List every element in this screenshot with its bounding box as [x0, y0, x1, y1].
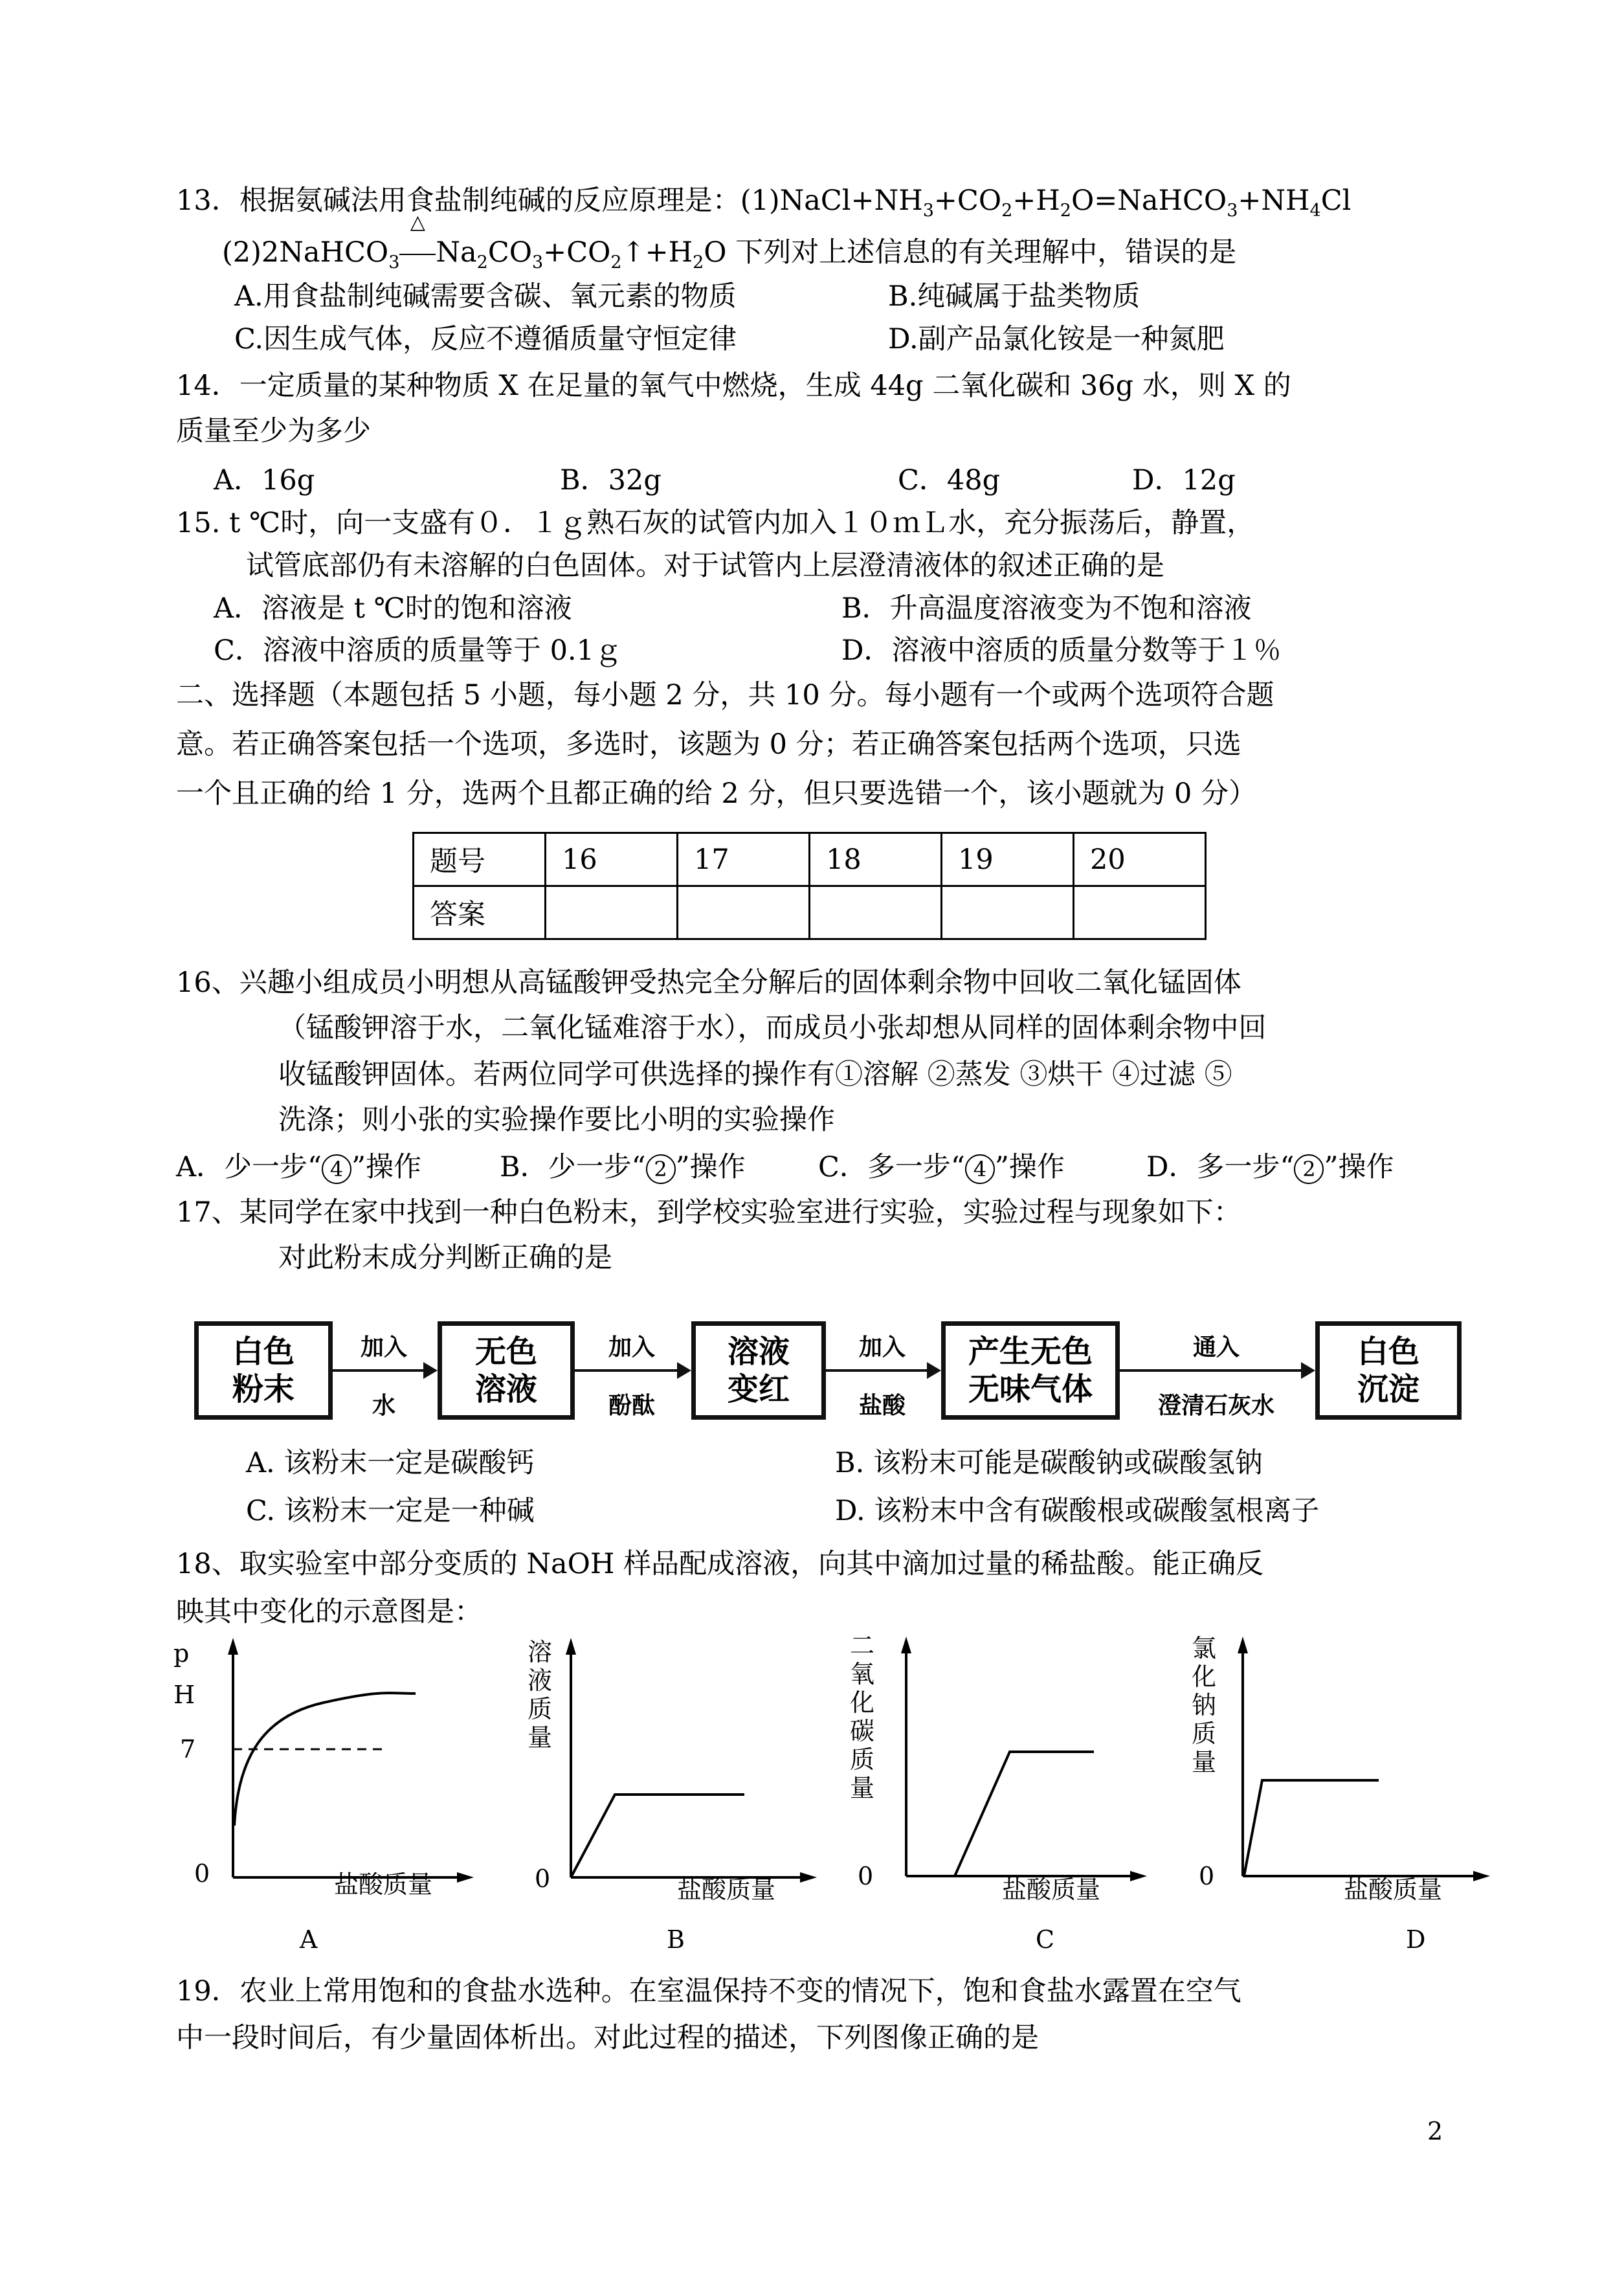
q14-option-b: B．32g — [560, 464, 662, 497]
q16-stem-line3: 收锰酸钾固体。若两位同学可供选择的操作有①溶解 ②蒸发 ③烘干 ④过滤 ⑤ — [278, 1058, 1232, 1091]
answer-cell[interactable] — [942, 886, 1074, 939]
graph-b-letter: B — [667, 1925, 685, 1954]
graph-d-origin: 0 — [1199, 1862, 1215, 1890]
q13-option-a: A.用食盐制纯碱需要含碳、氧元素的物质 — [234, 280, 737, 313]
y-axis-arrow — [901, 1637, 911, 1653]
circled-number: 2 — [1294, 1154, 1324, 1184]
q18-stem-line2: 映其中变化的示意图是： — [176, 1596, 482, 1628]
q14-stem-line2: 质量至少为多少 — [176, 415, 371, 447]
graph-b-origin: 0 — [535, 1864, 551, 1893]
graph-d-letter: D — [1406, 1925, 1426, 1954]
flow-arrow — [1120, 1369, 1313, 1372]
flow-arrow — [333, 1369, 435, 1372]
section2-instructions-line3: 一个且正确的给 1 分，选两个且都正确的给 2 分，但只要选错一个，该小题就为 0 分） — [176, 777, 1257, 810]
flow-arrow-label-top: 加入 — [360, 1334, 407, 1361]
graph-c-y-label: 二 氧 化 碳 质 量 — [849, 1631, 874, 1802]
q15-stem-line2: 试管底部仍有未溶解的白色固体。对于试管内上层澄清液体的叙述正确的是 — [246, 550, 1164, 582]
graph-a-y-label-1: p — [173, 1639, 190, 1668]
ph-curve — [234, 1693, 416, 1826]
q17-option-d: D. 该粉末中含有碳酸根或碳酸氢根离子 — [835, 1495, 1320, 1527]
circled-number: 4 — [965, 1154, 995, 1184]
q13-option-d: D.副产品氯化铵是一种氮肥 — [888, 323, 1225, 355]
graph-d-plot — [1217, 1630, 1495, 1889]
circled-number: 4 — [322, 1154, 351, 1184]
graph-b-plot — [544, 1631, 822, 1890]
graph-b-y-label: 溶 液 质 量 — [527, 1638, 552, 1752]
q16-option-a: A．少一步“ 4 ”操作 — [176, 1151, 422, 1183]
q15-option-c: C．溶液中溶质的质量等于 0.1ｇ — [214, 634, 622, 667]
flow-box-colorless-gas: 产生无色 无味气体 — [941, 1321, 1120, 1420]
graph-a-tick-7: 7 — [180, 1735, 196, 1763]
flow-arrow-label-top: 加入 — [608, 1334, 655, 1361]
graph-a-origin: 0 — [194, 1859, 210, 1888]
flow-arrow — [575, 1369, 689, 1372]
flow-arrow-label-top: 通入 — [1192, 1334, 1240, 1361]
nacl-mass-line — [1244, 1780, 1379, 1876]
answer-table — [412, 832, 1207, 940]
q16-option-c: C．多一步“ 4 ”操作 — [818, 1151, 1065, 1183]
q16-option-b: B．少一步“ 2 ”操作 — [500, 1151, 746, 1183]
graph-d-y-label: 氯 化 钠 质 量 — [1191, 1634, 1216, 1776]
q17-stem-line2: 对此粉末成分判断正确的是 — [278, 1242, 612, 1274]
graph-a-letter: A — [300, 1925, 318, 1954]
q17-stem-line1: 17、某同学在家中找到一种白色粉末，到学校实验室进行实验，实验过程与现象如下： — [176, 1196, 1241, 1229]
q16-stem-line1: 16、兴趣小组成员小明想从高锰酸钾受热完全分解后的固体剩余物中回收二氧化锰固体 — [176, 967, 1241, 999]
answer-table-number: 16 — [546, 833, 678, 886]
q15-option-d: D．溶液中溶质的质量分数等于１％ — [841, 634, 1282, 667]
answer-cell[interactable] — [1074, 886, 1206, 939]
section2-instructions-line1: 二、选择题（本题包括 5 小题，每小题 2 分，共 10 分。每小题有一个或两个选项符合题 — [176, 679, 1274, 711]
answer-table-number: 20 — [1074, 833, 1206, 886]
experiment-flowchart — [194, 1316, 1463, 1452]
y-axis-arrow — [228, 1638, 238, 1655]
flow-box-white-powder: 白色 粉末 — [194, 1321, 333, 1420]
answer-table-number: 17 — [678, 833, 810, 886]
flow-arrow-label-bottom: 酚酞 — [608, 1392, 655, 1419]
answer-cell[interactable] — [678, 886, 810, 939]
q14-option-d: D．12g — [1132, 464, 1236, 497]
flow-arrow-label-top: 加入 — [858, 1334, 906, 1361]
q13-option-b: B.纯碱属于盐类物质 — [888, 280, 1140, 313]
solution-mass-line — [571, 1795, 744, 1877]
answer-table-label-number: 题号 — [414, 833, 546, 886]
graph-b-x-label: 盐酸质量 — [677, 1875, 776, 1904]
q13-option-c: C.因生成气体，反应不遵循质量守恒定律 — [234, 323, 737, 355]
x-axis-arrow — [457, 1872, 474, 1883]
q19-stem-line1: 19．农业上常用饱和的食盐水选种。在室温保持不变的情况下，饱和食盐水露置在空气 — [176, 1975, 1241, 2008]
graph-c-x-label: 盐酸质量 — [1002, 1875, 1101, 1904]
heat-symbol: △ — [399, 234, 436, 271]
q13-equation-1: $(1)NaCl+NH_3+CO_2+H_2O=NaHCO_3+NH_4Cl$ — [740, 185, 1351, 221]
answer-table-number: 19 — [942, 833, 1074, 886]
graph-d-x-label: 盐酸质量 — [1344, 1875, 1443, 1904]
q16-option-d: D．多一步“ 2 ”操作 — [1146, 1151, 1394, 1183]
x-axis-arrow — [1473, 1871, 1490, 1881]
graph-a-plot — [207, 1631, 479, 1890]
graph-a-x-label: 盐酸质量 — [334, 1870, 433, 1899]
q14-stem-line1: 14．一定质量的某种物质 X 在足量的氧气中燃烧，生成 44g 二氧化碳和 36g 水，则 X 的 — [176, 370, 1291, 402]
answer-cell[interactable] — [546, 886, 678, 939]
q19-stem-line2: 中一段时间后，有少量固体析出。对此过程的描述，下列图像正确的是 — [176, 2022, 1039, 2054]
answer-cell[interactable] — [810, 886, 942, 939]
q14-option-c: C．48g — [898, 464, 1001, 497]
flow-arrow-label-bottom: 澄清石灰水 — [1157, 1392, 1274, 1419]
page-number: 2 — [1427, 2117, 1443, 2145]
q15-option-a: A．溶液是 t ℃时的饱和溶液 — [214, 592, 572, 625]
answer-table-number: 18 — [810, 833, 942, 886]
q15-option-b: B．升高温度溶液变为不饱和溶液 — [841, 592, 1252, 625]
y-axis-arrow — [1238, 1637, 1248, 1653]
q14-option-a: A．16g — [214, 464, 315, 497]
circled-number: 2 — [646, 1154, 676, 1184]
flow-arrow — [826, 1369, 939, 1372]
q18-stem-line1: 18、取实验室中部分变质的 NaOH 样品配成溶液，向其中滴加过量的稀盐酸。能正确反 — [176, 1548, 1264, 1580]
answer-table-answer-row — [414, 886, 1206, 939]
q16-stem-line4: 洗涤；则小张的实验操作要比小明的实验操作 — [278, 1104, 835, 1136]
graph-c-origin: 0 — [858, 1862, 874, 1890]
answer-table-number-row — [414, 833, 1206, 886]
answer-table-label-answer: 答案 — [414, 886, 546, 939]
graph-c-plot — [880, 1630, 1152, 1889]
flow-arrow-label-bottom: 水 — [372, 1392, 395, 1419]
x-axis-arrow — [1130, 1871, 1147, 1881]
flow-arrow-label-bottom: 盐酸 — [858, 1392, 906, 1419]
q17-option-b: B. 该粉末可能是碳酸钠或碳酸氢钠 — [835, 1447, 1263, 1479]
graph-c-letter: C — [1036, 1925, 1055, 1954]
y-axis-arrow — [566, 1638, 576, 1655]
q13-equation-2: (2)2NaHCO$_3$ △ $Na_2CO_3+CO_2↑+H_2O$ 下列对上述信息的有关理解中，错误的是 — [222, 211, 1237, 273]
section2-instructions-line2: 意。若正确答案包括一个选项，多选时，该题为 0 分；若正确答案包括两个选项，只选 — [176, 728, 1241, 761]
q17-option-c: C. 该粉末一定是一种碱 — [246, 1495, 535, 1527]
flow-box-colorless-solution: 无色 溶液 — [438, 1321, 575, 1420]
co2-mass-line — [955, 1752, 1094, 1876]
q17-option-a: A. 该粉末一定是碳酸钙 — [246, 1447, 535, 1479]
graph-a-y-label-2: H — [173, 1681, 195, 1709]
q16-stem-line2: （锰酸钾溶于水，二氧化锰难溶于水），而成员小张却想从同样的固体剩余物中回 — [278, 1012, 1267, 1044]
flow-box-solution-turns-red: 溶液 变红 — [691, 1321, 826, 1420]
flow-box-white-precipitate: 白色 沉淀 — [1315, 1321, 1462, 1420]
x-axis-arrow — [800, 1872, 817, 1883]
q15-stem-line1: 15. t ℃时，向一支盛有０．１ｇ熟石灰的试管内加入１０ｍＬ水，充分振荡后，静置， — [176, 507, 1255, 539]
q13-stem: 13．根据氨碱法用食盐制纯碱的反应原理是：$(1)NaCl+NH_3+CO_2+H_2O=NaHCO_3+NH_4Cl$ — [176, 185, 1351, 221]
